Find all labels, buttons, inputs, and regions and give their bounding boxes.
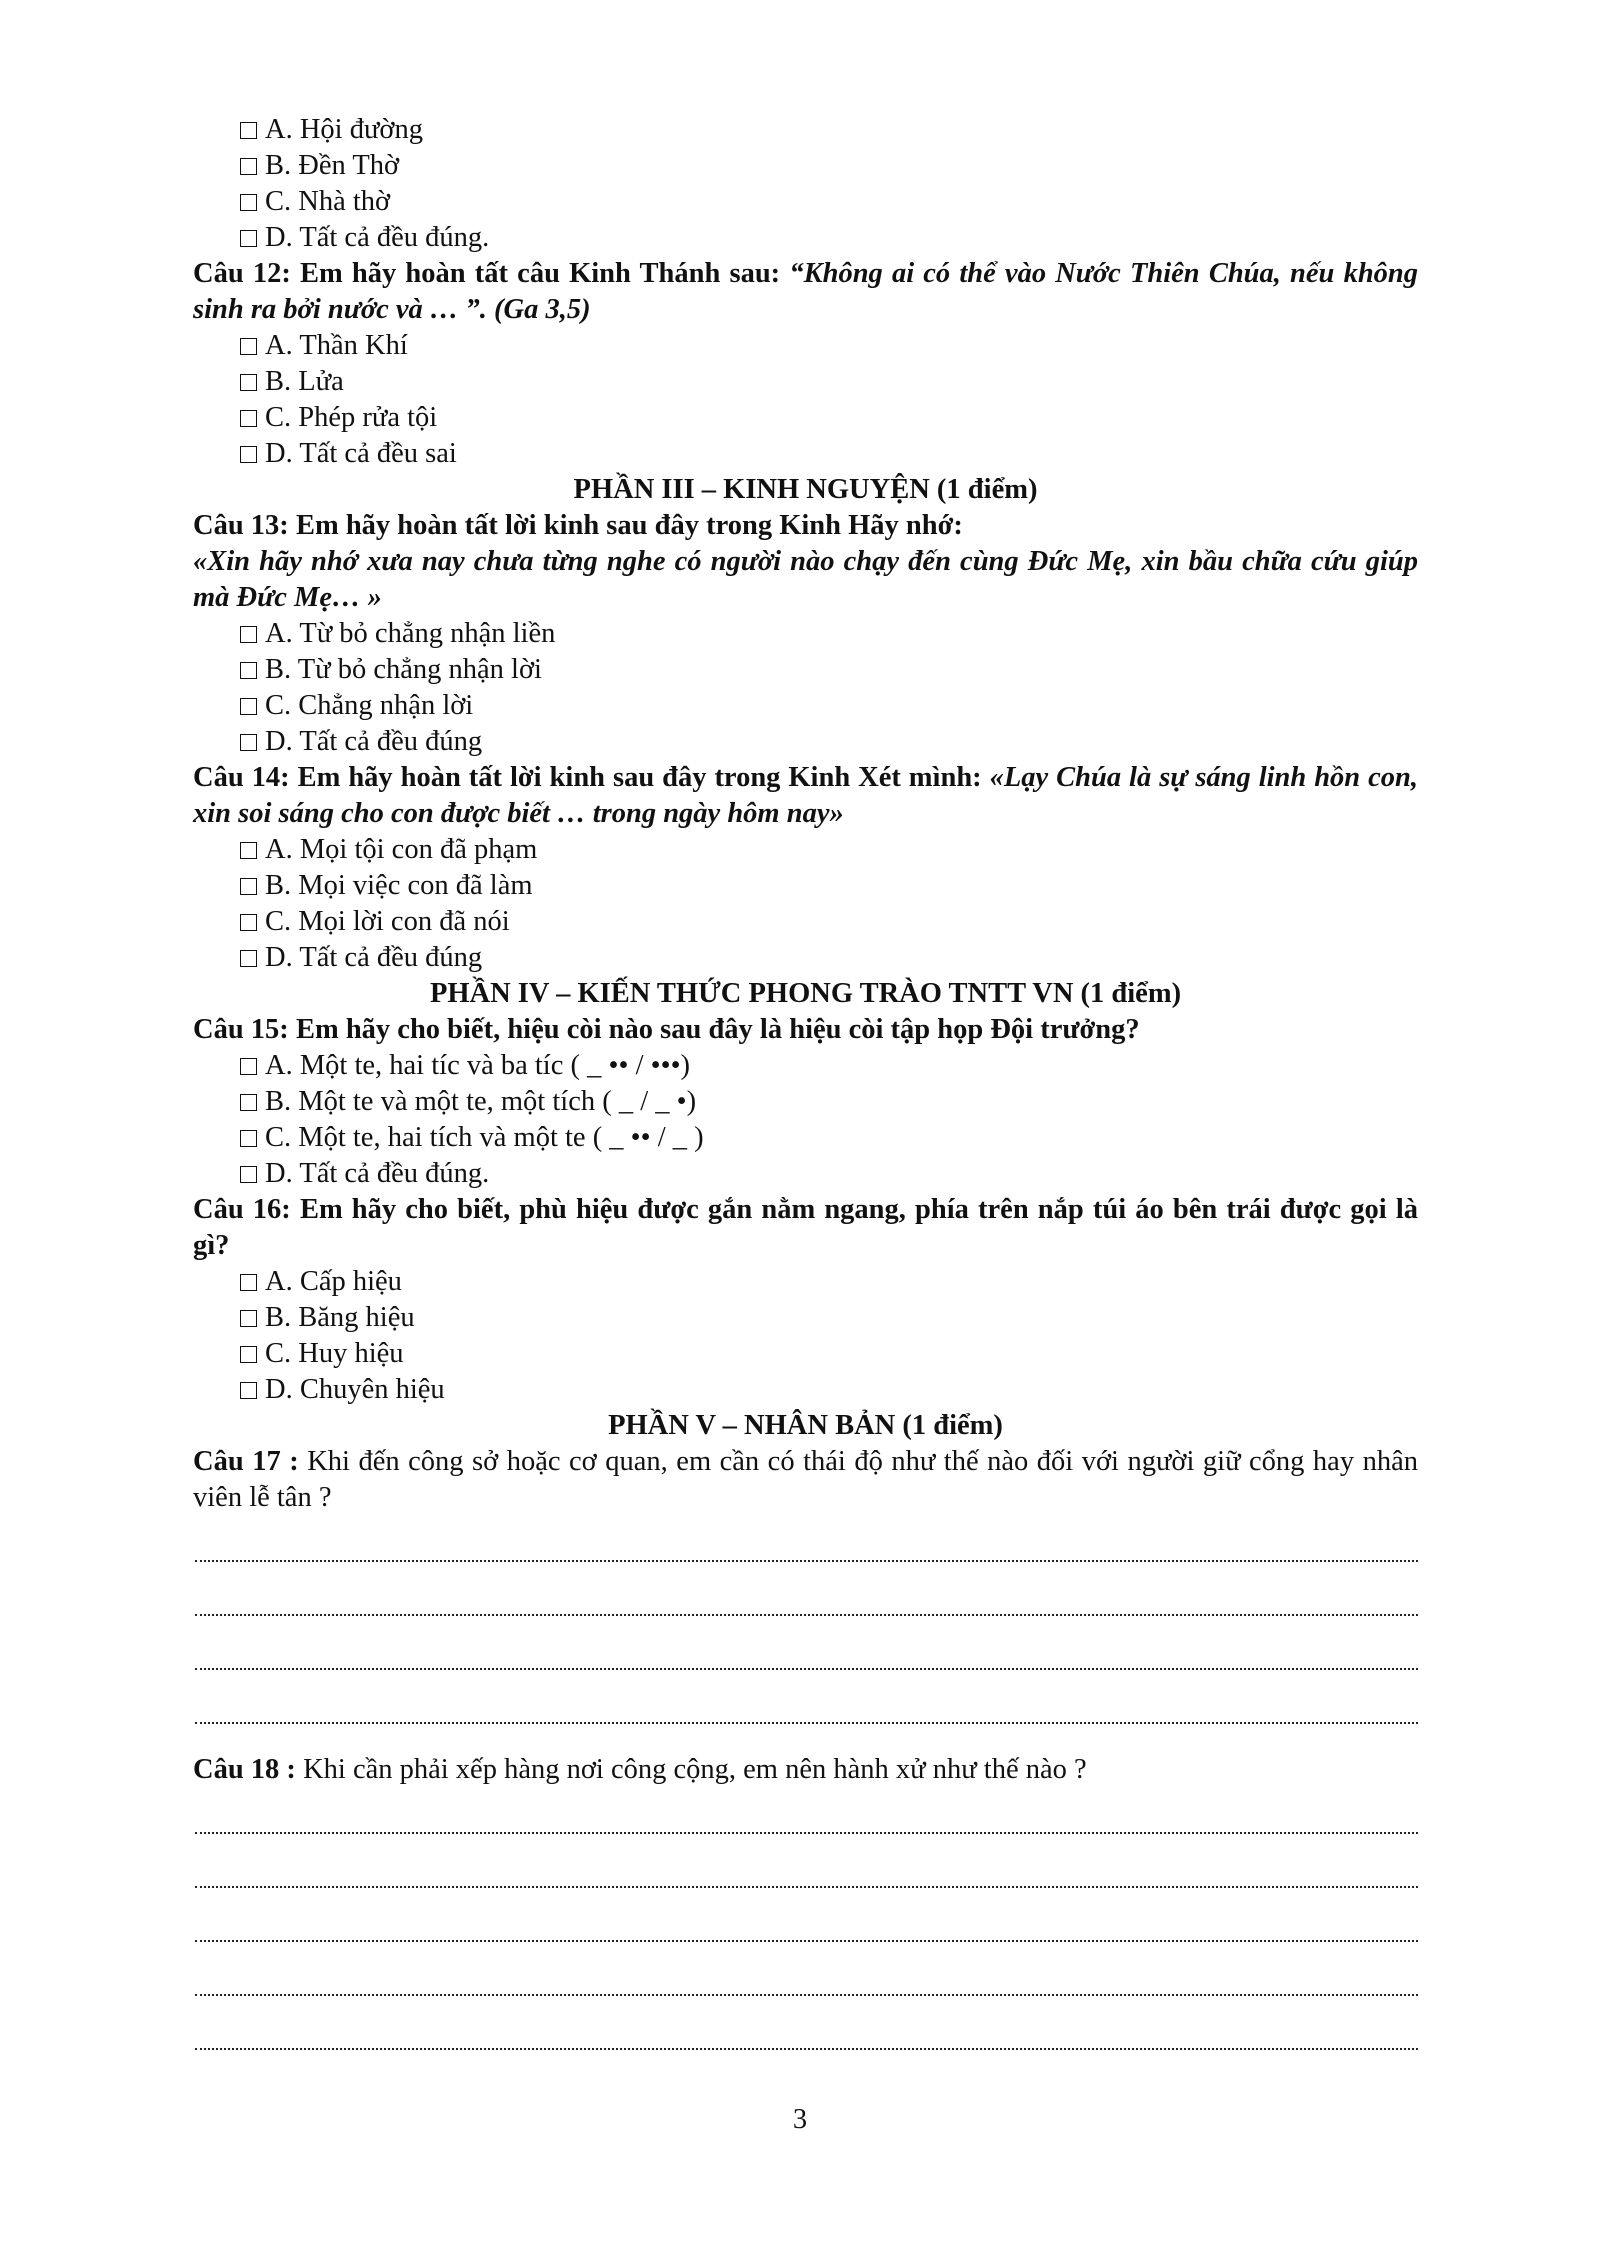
- option-label: C. Mọi lời con đã nói: [265, 906, 510, 937]
- option-label: C. Một te, hai tích và một te ( _ •• / _ ): [265, 1122, 704, 1153]
- question-quote: “Không ai có thể vào Nước Thiên Chúa, nếu không sinh ra bởi nước và … ”. (Ga 3,5): [193, 258, 1419, 325]
- answer-line[interactable]: [193, 1848, 1418, 1902]
- option-q12-c[interactable]: [193, 400, 1418, 436]
- option-label: B. Mọi việc con đã làm: [265, 870, 533, 901]
- checkbox[interactable]: [240, 410, 257, 427]
- option-label: B. Lửa: [265, 366, 344, 397]
- section-heading-5: PHẦN V – NHÂN BẢN (1 điểm): [608, 1410, 1003, 1441]
- option-q11-b[interactable]: [193, 148, 1418, 184]
- option-label: C. Chẳng nhận lời: [265, 690, 474, 721]
- answer-line[interactable]: [193, 1956, 1418, 2010]
- section-heading-4: PHẦN IV – KIẾN THỨC PHONG TRÀO TNTT VN (1 điểm): [429, 978, 1182, 1009]
- answer-line[interactable]: [193, 1630, 1418, 1684]
- option-label: A. Hội đường: [265, 114, 423, 145]
- question-12: [193, 256, 1418, 328]
- checkbox[interactable]: [240, 734, 257, 751]
- option-label: C. Phép rửa tội: [265, 402, 438, 433]
- question-14: [193, 760, 1418, 832]
- option-label: A. Mọi tội con đã phạm: [265, 834, 538, 865]
- checkbox[interactable]: [240, 878, 257, 895]
- checkbox[interactable]: [240, 374, 257, 391]
- option-label: D. Tất cả đều sai: [265, 438, 457, 469]
- option-q15-d[interactable]: [193, 1156, 1418, 1192]
- q11-options: [193, 112, 1418, 256]
- checkbox[interactable]: [240, 194, 257, 211]
- dotted-rule: [195, 1668, 1418, 1670]
- option-q14-b[interactable]: [193, 868, 1418, 904]
- question-label: Câu 12:: [193, 258, 291, 289]
- option-q13-d[interactable]: [193, 724, 1418, 760]
- option-label: B. Từ bỏ chẳng nhận lời: [265, 654, 542, 685]
- option-q11-c[interactable]: [193, 184, 1418, 220]
- checkbox[interactable]: [240, 158, 257, 175]
- answer-line[interactable]: [193, 1794, 1418, 1848]
- option-q15-b[interactable]: [193, 1084, 1418, 1120]
- option-label: D. Tất cả đều đúng.: [265, 222, 490, 253]
- option-q11-d[interactable]: [193, 220, 1418, 256]
- exam-page: [193, 112, 1418, 2064]
- option-q16-b[interactable]: [193, 1300, 1418, 1336]
- question-text: Em hãy cho biết, phù hiệu được gắn nằm ngang, phía trên nắp túi áo bên trái được gọi là gì?: [193, 1194, 1419, 1261]
- page-number: 3: [792, 2104, 808, 2135]
- question-text: Em hãy hoàn tất lời kinh sau đây trong Kinh Xét mình:: [297, 762, 982, 793]
- dotted-rule: [195, 2048, 1418, 2050]
- answer-line[interactable]: [193, 1902, 1418, 1956]
- checkbox[interactable]: [240, 1166, 257, 1183]
- spacer: [193, 1738, 1418, 1752]
- question-label: Câu 16:: [193, 1194, 291, 1225]
- checkbox[interactable]: [240, 1130, 257, 1147]
- dotted-rule: [195, 1614, 1418, 1616]
- question-label: Câu 15:: [193, 1014, 289, 1045]
- option-q12-b[interactable]: [193, 364, 1418, 400]
- checkbox[interactable]: [240, 338, 257, 355]
- option-q15-a[interactable]: [193, 1048, 1418, 1084]
- option-label: C. Nhà thờ: [265, 186, 391, 217]
- option-q14-c[interactable]: [193, 904, 1418, 940]
- option-label: A. Từ bỏ chẳng nhận liền: [265, 618, 556, 649]
- dotted-rule: [195, 1994, 1418, 1996]
- dotted-rule: [195, 1886, 1418, 1888]
- question-18: [193, 1752, 1418, 1788]
- checkbox[interactable]: [240, 1094, 257, 1111]
- answer-line[interactable]: [193, 2010, 1418, 2064]
- dotted-rule: [195, 1832, 1418, 1834]
- checkbox[interactable]: [240, 1058, 257, 1075]
- option-label: D. Tất cả đều đúng: [265, 726, 483, 757]
- option-label: C. Huy hiệu: [265, 1338, 404, 1369]
- question-label: Câu 14:: [193, 762, 290, 793]
- option-label: B. Một te và một te, một tích ( _ / _ •): [265, 1086, 697, 1117]
- option-q16-d[interactable]: [193, 1372, 1418, 1408]
- question-text: Khi đến công sở hoặc cơ quan, em cần có thái độ như thế nào đối với người giữ cổng hay nhân viên lễ tân ?: [193, 1446, 1418, 1513]
- checkbox[interactable]: [240, 230, 257, 247]
- question-quote: «Lạy Chúa là sự sáng linh hồn con, xin soi sáng cho con được biết … trong ngày hôm nay»: [193, 762, 1418, 829]
- option-label: B. Băng hiệu: [265, 1302, 415, 1333]
- dotted-rule: [195, 1722, 1418, 1724]
- option-label: B. Đền Thờ: [265, 150, 400, 181]
- checkbox[interactable]: [240, 1274, 257, 1291]
- question-quote: «Xin hãy nhớ xưa nay chưa từng nghe có người nào chạy đến cùng Đức Mẹ, xin bầu chữa cứu giúp mà Đức Mẹ… »: [193, 546, 1418, 613]
- checkbox[interactable]: [240, 662, 257, 679]
- option-q14-a[interactable]: [193, 832, 1418, 868]
- checkbox[interactable]: [240, 446, 257, 463]
- question-17: [193, 1444, 1418, 1516]
- question-label: Câu 13:: [193, 510, 289, 541]
- option-label: A. Thần Khí: [265, 330, 408, 361]
- option-q15-c[interactable]: [193, 1120, 1418, 1156]
- question-text: Em hãy hoàn tất lời kinh sau đây trong Kinh Hãy nhớ:: [295, 510, 963, 541]
- option-label: D. Tất cả đều đúng.: [265, 1158, 490, 1189]
- option-q14-d[interactable]: [193, 940, 1418, 976]
- question-text: Khi cần phải xếp hàng nơi công cộng, em nên hành xử như thế nào ?: [303, 1754, 1087, 1785]
- checkbox[interactable]: [240, 122, 257, 139]
- answer-line[interactable]: [193, 1522, 1418, 1576]
- option-q12-a[interactable]: [193, 328, 1418, 364]
- question-text: Em hãy hoàn tất câu Kinh Thánh sau:: [300, 258, 781, 289]
- option-q16-c[interactable]: [193, 1336, 1418, 1372]
- question-text: Em hãy cho biết, hiệu còi nào sau đây là hiệu còi tập họp Đội trưởng?: [295, 1014, 1140, 1045]
- option-label: D. Tất cả đều đúng: [265, 942, 483, 973]
- checkbox[interactable]: [240, 626, 257, 643]
- option-q13-c[interactable]: [193, 688, 1418, 724]
- section-heading-3: PHẦN III – KINH NGUYỆN (1 điểm): [573, 474, 1038, 505]
- option-q16-a[interactable]: [193, 1264, 1418, 1300]
- option-label: A. Cấp hiệu: [265, 1266, 402, 1297]
- checkbox[interactable]: [240, 914, 257, 931]
- checkbox[interactable]: [240, 1382, 257, 1399]
- answer-line[interactable]: [193, 1684, 1418, 1738]
- question-16: [193, 1192, 1418, 1264]
- checkbox[interactable]: [240, 1310, 257, 1327]
- dotted-rule: [195, 1940, 1418, 1942]
- option-label: A. Một te, hai tíc và ba tíc ( _ •• / •••): [265, 1050, 691, 1081]
- question-13: [193, 508, 1418, 544]
- option-q13-a[interactable]: [193, 616, 1418, 652]
- option-q13-b[interactable]: [193, 652, 1418, 688]
- dotted-rule: [195, 1560, 1418, 1562]
- answer-line[interactable]: [193, 1576, 1418, 1630]
- checkbox[interactable]: [240, 842, 257, 859]
- checkbox[interactable]: [240, 1346, 257, 1363]
- option-q11-a[interactable]: [193, 112, 1418, 148]
- checkbox[interactable]: [240, 950, 257, 967]
- question-label: Câu 17 :: [193, 1446, 299, 1477]
- checkbox[interactable]: [240, 698, 257, 715]
- question-label: Câu 18 :: [193, 1754, 296, 1785]
- question-15: [193, 1012, 1418, 1048]
- option-label: D. Chuyên hiệu: [265, 1374, 445, 1405]
- option-q12-d[interactable]: [193, 436, 1418, 472]
